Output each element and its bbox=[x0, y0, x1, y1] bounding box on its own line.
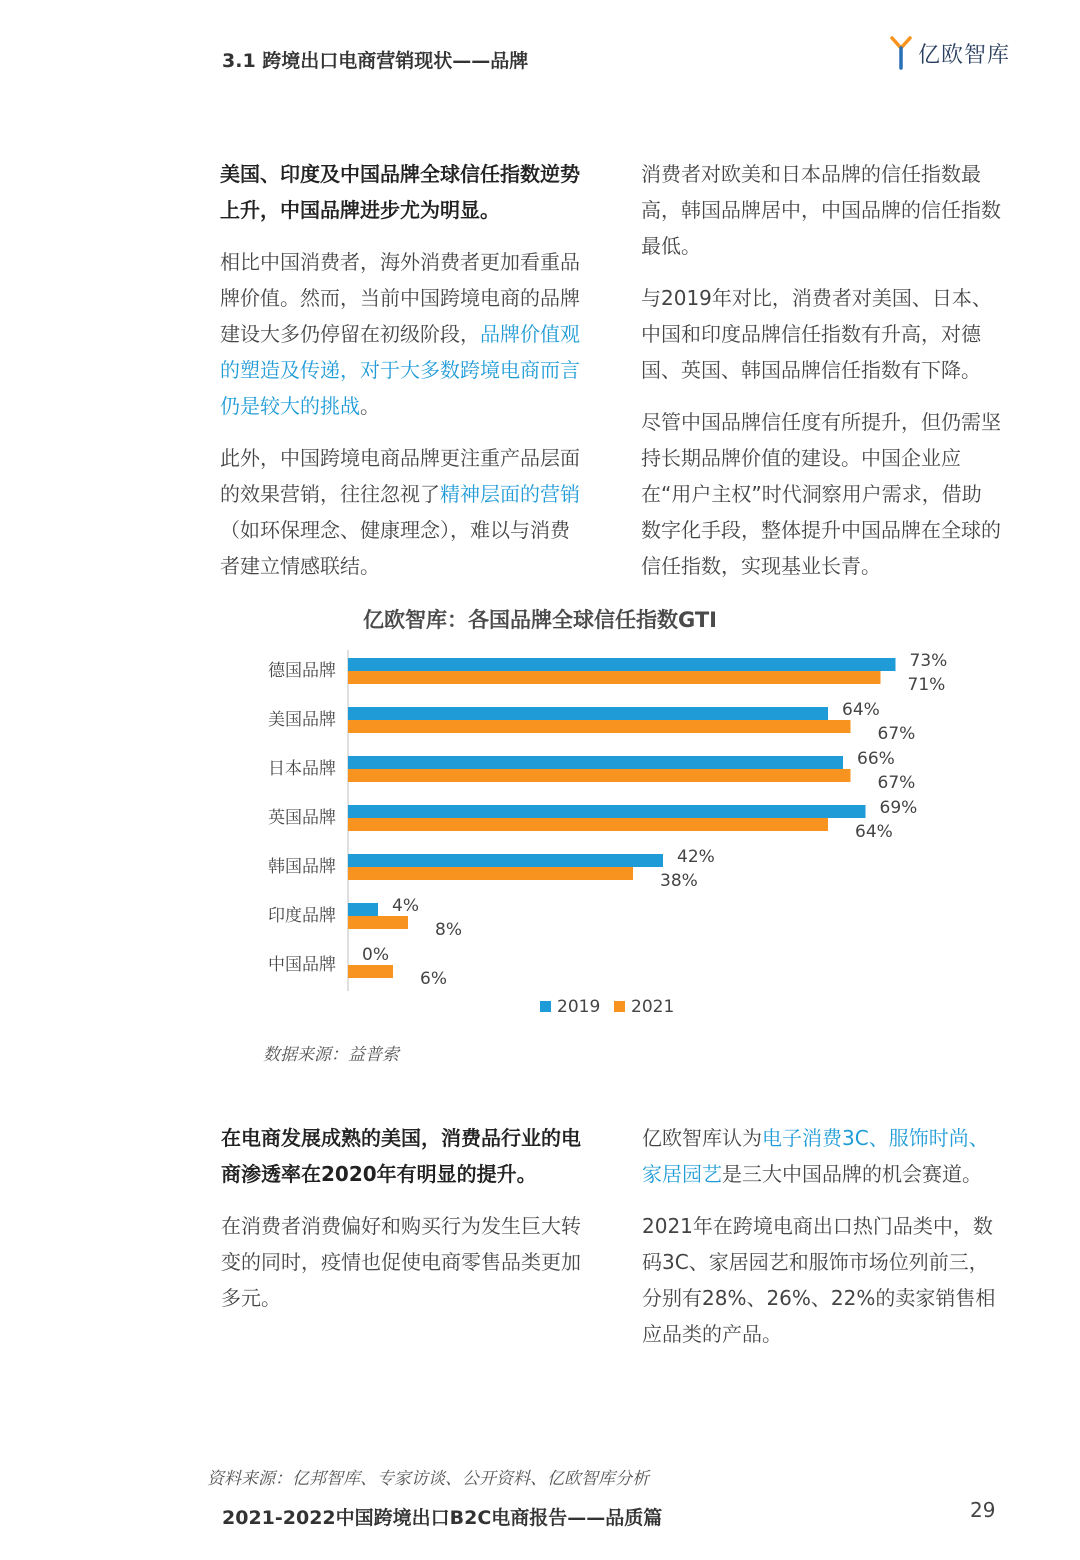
bar-2021 bbox=[348, 769, 851, 782]
bar-2021 bbox=[348, 818, 828, 831]
category-label: 中国品牌 bbox=[268, 955, 336, 975]
data-label-2021: 6% bbox=[420, 969, 447, 989]
bar-2019 bbox=[348, 854, 663, 867]
left-paragraph-2 bbox=[220, 440, 580, 584]
legend-label-2019: 2019 bbox=[557, 997, 601, 1017]
chart-source: 数据来源：益普索 bbox=[263, 1045, 399, 1065]
page-header-title: 3.1 跨境出口电商营销现状——品牌 bbox=[222, 50, 529, 72]
bar-2019 bbox=[348, 658, 896, 671]
category-label: 韩国品牌 bbox=[268, 857, 336, 877]
category-label: 印度品牌 bbox=[268, 906, 336, 926]
bar-2019 bbox=[348, 903, 378, 916]
right-paragraph-2: 与2019年对比，消费者对美国、日本、中国和印度品牌信任指数有升高，对德国、英国、韩国品牌信任指数有下降。 bbox=[641, 286, 992, 382]
bottom-right-paragraph-2: 2021年在跨境电商出口热门品类中，数码3C、家居园艺和服饰市场位列前三，分别有28%、26%、22%的卖家销售相应品类的产品。 bbox=[642, 1214, 996, 1346]
legend-swatch-2019 bbox=[540, 1001, 551, 1012]
data-label-2021: 38% bbox=[660, 871, 698, 891]
bottom-right-column bbox=[642, 1120, 1002, 1368]
legend-label-2021: 2021 bbox=[631, 997, 675, 1017]
bar-2021 bbox=[348, 965, 393, 978]
data-label-2019: 42% bbox=[677, 847, 715, 867]
left-p1-end: 。 bbox=[360, 394, 380, 418]
data-label-2021: 67% bbox=[877, 773, 916, 793]
footer-title: 2021-2022中国跨境出口B2C电商报告——品质篇 bbox=[222, 1507, 663, 1529]
bar-2019 bbox=[348, 805, 866, 818]
left-paragraph-1 bbox=[220, 244, 580, 424]
bar-2021 bbox=[348, 671, 881, 684]
bar-2021 bbox=[348, 867, 633, 880]
left-p2-highlight: 精神层面的营销 bbox=[440, 482, 580, 506]
bottom-left-paragraph: 在消费者消费偏好和购买行为发生巨大转变的同时，疫情也促使电商零售品类更加多元。 bbox=[221, 1214, 581, 1310]
data-label-2019: 73% bbox=[909, 651, 948, 671]
bar-2019 bbox=[348, 756, 843, 769]
footer-source: 资料来源：亿邦智库、专家访谈、公开资料、亿欧智库分析 bbox=[207, 1469, 649, 1489]
bottom-right-p1-highlight: 电子消费3C、服饰时尚、家居园艺 bbox=[642, 1126, 989, 1186]
legend-swatch-2021 bbox=[614, 1001, 625, 1012]
data-label-2021: 64% bbox=[855, 822, 893, 842]
right-paragraph-1: 消费者对欧美和日本品牌的信任指数最高，韩国品牌居中，中国品牌的信任指数最低。 bbox=[641, 162, 1001, 258]
left-column bbox=[220, 156, 580, 600]
left-heading: 美国、印度及中国品牌全球信任指数逆势上升，中国品牌进步尤为明显。 bbox=[220, 162, 580, 222]
bar-2021 bbox=[348, 916, 408, 929]
bar-chart bbox=[0, 640, 1080, 1030]
left-p1-highlight: 品牌价值观的塑造及传递，对于大多数跨境电商而言仍是较大的挑战 bbox=[220, 322, 580, 418]
data-label-2019: 66% bbox=[857, 749, 895, 769]
logo-text: 亿欧智库 bbox=[917, 42, 1010, 68]
data-label-2019: 64% bbox=[842, 700, 880, 720]
data-label-2019: 4% bbox=[392, 896, 419, 916]
bar-2019 bbox=[348, 707, 828, 720]
bottom-left-column bbox=[221, 1120, 581, 1332]
left-p1-text: 相比中国消费者，海外消费者更加看重品牌价值。然而，当前中国跨境电商的品牌建设大多仍停留在初级阶段， bbox=[220, 250, 580, 346]
category-label: 美国品牌 bbox=[268, 710, 336, 730]
data-label-2021: 8% bbox=[435, 920, 462, 940]
bar-2021 bbox=[348, 720, 851, 733]
category-label: 日本品牌 bbox=[268, 759, 336, 779]
bottom-right-paragraph-1 bbox=[642, 1120, 1002, 1192]
data-label-2021: 71% bbox=[907, 675, 946, 695]
category-label: 德国品牌 bbox=[268, 661, 336, 681]
left-p2-text-b: （如环保理念、健康理念），难以与消费者建立情感联结。 bbox=[220, 518, 570, 578]
brand-logo bbox=[890, 36, 1010, 70]
data-label-2019: 69% bbox=[879, 798, 918, 818]
bottom-left-heading: 在电商发展成熟的美国，消费品行业的电商渗透率在2020年有明显的提升。 bbox=[221, 1126, 581, 1186]
right-column bbox=[641, 156, 1001, 600]
bottom-right-p1-b: 是三大中国品牌的机会赛道。 bbox=[722, 1162, 982, 1186]
data-label-2021: 67% bbox=[877, 724, 916, 744]
right-paragraph-3: 尽管中国品牌信任度有所提升，但仍需坚持长期品牌价值的建设。中国企业应在“用户主权”时代洞察用户需求，借助数字化手段，整体提升中国品牌在全球的信任指数，实现基业长青。 bbox=[641, 410, 1001, 578]
logo-mark-icon bbox=[890, 36, 912, 70]
chart-title: 亿欧智库：各国品牌全球信任指数GTI bbox=[362, 608, 717, 632]
category-label: 英国品牌 bbox=[268, 808, 336, 828]
data-label-2019: 0% bbox=[362, 945, 389, 965]
left-p2-text-a: 此外，中国跨境电商品牌更注重产品层面的效果营销，往往忽视了 bbox=[220, 446, 580, 506]
bottom-right-p1-a: 亿欧智库认为 bbox=[642, 1126, 762, 1150]
page-number: 29 bbox=[970, 1498, 996, 1522]
